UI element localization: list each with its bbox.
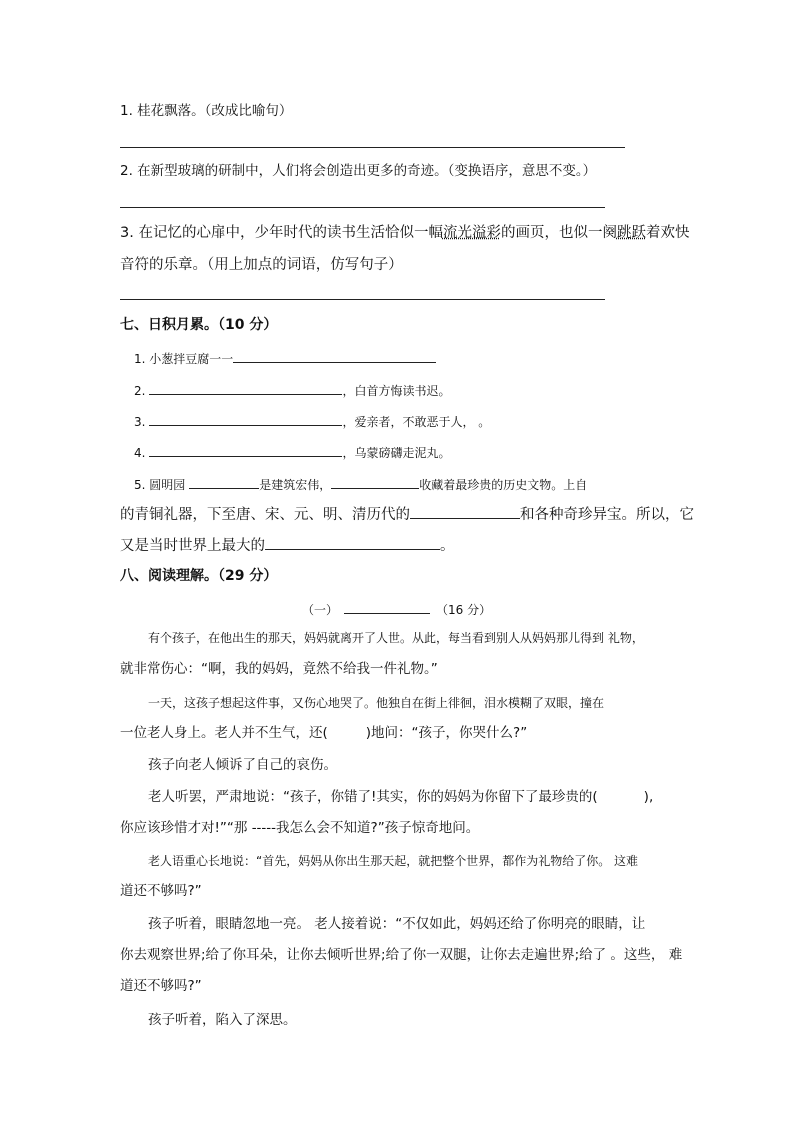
section8-heading: 八、阅读理解。（29 分）	[120, 568, 278, 584]
p1-line1: 有个孩子，在他出生的那天，妈妈就离开了人世。从此，每当看到别人从妈妈那儿得到 礼物，	[148, 631, 644, 645]
q6-3-line2: 音符的乐章。（用上加点的词语，仿写句子）	[120, 257, 403, 273]
q7-5-line1: 5. 圆明园 是建筑宏伟， 收藏着最珍贵的历史文物。上自	[134, 478, 588, 492]
q7-1: 1. 小葱拌豆腐一一	[134, 350, 436, 365]
blank-7-3[interactable]	[149, 413, 342, 426]
q6-3-line1: 3. 在记忆的心扉中，少年时代的读书生活恰似一幅流光溢彩的画页，也似一阕跳跃着欢快	[120, 225, 690, 241]
q7-3: 3. ，爱亲者，不敢恶于人， 。	[134, 415, 491, 429]
blank-7-4[interactable]	[149, 444, 342, 457]
p6-line1: 孩子听着，眼睛忽地一亮。 老人接着说：“不仅如此，妈妈还给了你明亮的眼睛，让	[148, 916, 646, 932]
q7-5-line2: 的青铜礼器，下至唐、宋、元、明、清历代的 和各种奇珍异宝。所以，它	[120, 507, 694, 523]
q7-5-line3: 又是当时世界上最大的 。	[120, 538, 455, 554]
p7: 孩子听着，陷入了深思。	[148, 1012, 297, 1028]
blank-7-5c[interactable]	[410, 506, 520, 519]
q6-2-text: 2. 在新型玻璃的研制中，人们将会创造出更多的奇迹。（变换语序，意思不变。）	[120, 163, 597, 179]
q7-4: 4. ，乌蒙磅礴走泥丸。	[134, 446, 451, 460]
q7-2: 2. ，白首方悔读书迟。	[134, 384, 451, 398]
passage-title-blank[interactable]	[344, 601, 430, 614]
passage-title: （一） （16 分）	[302, 603, 492, 617]
p4-line1: 老人听罢，严肃地说：“孩子，你错了!其实，你的妈妈为你留下了最珍贵的( ),	[148, 789, 654, 805]
blank-7-2[interactable]	[149, 382, 342, 395]
p3: 孩子向老人倾诉了自己的哀伤。	[148, 757, 337, 773]
p4-line2: 你应该珍惜才对!”“那 -----我怎么会不知道?”孩子惊奇地问。	[120, 820, 480, 836]
section7-heading: 七、日积月累。（10 分）	[120, 317, 278, 333]
blank-7-1[interactable]	[233, 350, 436, 363]
blank-7-5d[interactable]	[265, 537, 440, 550]
answer-line-6-1[interactable]	[120, 147, 625, 148]
p6-line2: 你去观察世界;给了你耳朵，让你去倾听世界;给了你一双腿，让你去走遍世界;给了 。这些， 难	[120, 947, 683, 963]
answer-line-6-3[interactable]	[120, 299, 605, 300]
p5-line1: 老人语重心长地说：“首先，妈妈从你出生那天起，就把整个世界，都作为礼物给了你。 这难	[148, 854, 639, 868]
p1-line2: 就非常伤心：“啊，我的妈妈，竟然不给我一件礼物。”	[120, 661, 438, 677]
answer-line-6-2[interactable]	[120, 207, 605, 208]
dotted-word-2: 跳跃	[616, 225, 646, 241]
p2-line1: 一天，这孩子想起这件事，又伤心地哭了。他独自在街上徘徊，泪水模糊了双眼，撞在	[148, 696, 605, 710]
dotted-word-1: 流光溢彩	[442, 225, 501, 241]
blank-7-5a[interactable]	[189, 476, 259, 489]
p2-line2: 一位老人身上。老人并不生气，还( )地问：“孩子，你哭什么?”	[120, 725, 528, 741]
p6-line3: 道还不够吗?”	[120, 978, 202, 994]
q6-1-text: 1. 桂花飘落。（改成比喻句）	[120, 103, 293, 119]
blank-7-5b[interactable]	[331, 476, 419, 489]
p5-line2: 道还不够吗?”	[120, 883, 202, 899]
